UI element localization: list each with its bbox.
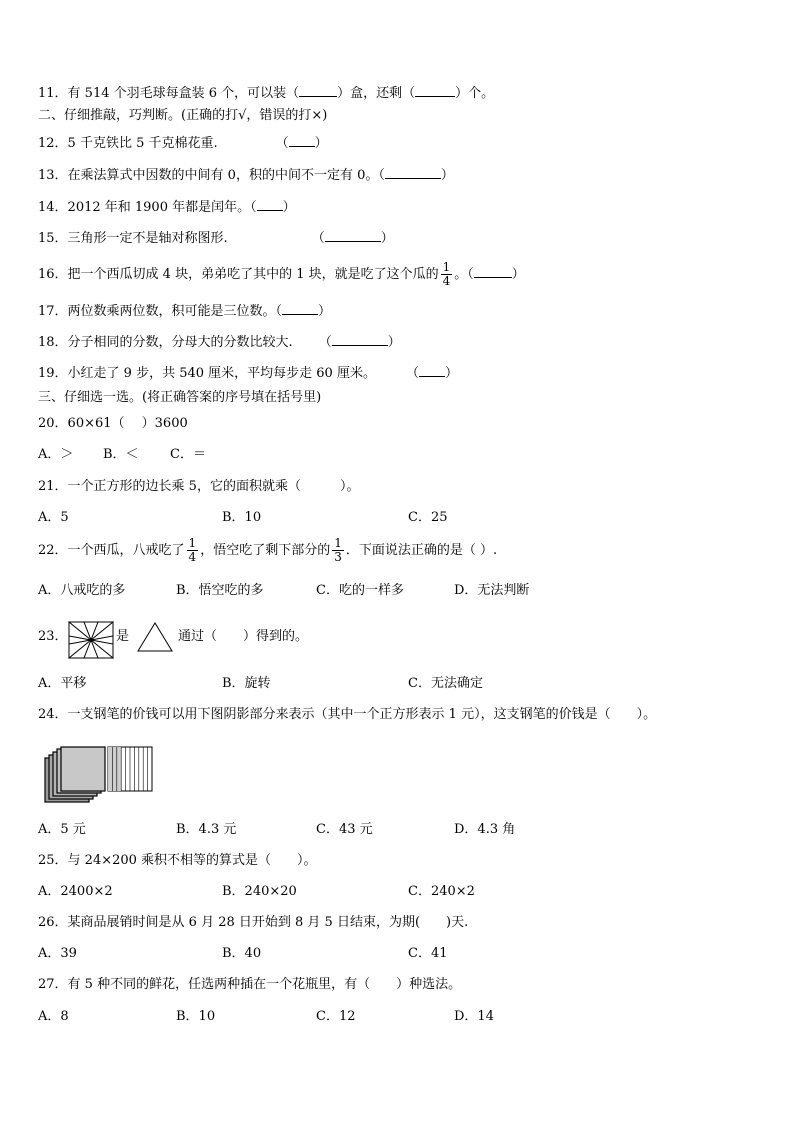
question-25: 25．与 24×200 乘积不相等的算式是（ ）。 xyxy=(38,853,317,868)
option-c[interactable]: C．无法确定 xyxy=(408,676,483,691)
option-a[interactable]: A．2400×2 xyxy=(38,884,113,899)
option-c[interactable]: C．＝ xyxy=(170,447,206,462)
fraction: $\frac{1}{4}$ xyxy=(442,260,451,288)
option-c[interactable]: C．吃的一样多 xyxy=(316,583,404,598)
question-26: 26．某商品展销时间是从 6 月 28 日开始到 8 月 5 日结束，为期( )天. xyxy=(38,915,469,930)
question-24: 24．一支钢笔的价钱可以用下图阴影部分来表示（其中一个正方形表示 1 元），这支钢笔的价钱是（ ）。 xyxy=(38,707,657,722)
option-b[interactable]: B．40 xyxy=(222,946,262,961)
option-c[interactable]: C．12 xyxy=(316,1009,356,1024)
option-a[interactable]: A．5 xyxy=(38,510,69,525)
answer-blank[interactable] xyxy=(257,198,283,211)
option-c[interactable]: C．25 xyxy=(408,510,448,525)
option-b[interactable]: B．240×20 xyxy=(222,884,297,899)
price-squares-figure xyxy=(44,746,174,806)
question-18: 18．分子相同的分数，分母大的分数比较大. （ ） xyxy=(38,335,401,350)
answer-blank[interactable] xyxy=(415,84,455,97)
answer-blank[interactable] xyxy=(299,84,337,97)
answer-blank[interactable] xyxy=(474,265,512,278)
option-c[interactable]: C．240×2 xyxy=(408,884,475,899)
question-20: 20．60×61（ ）3600 xyxy=(38,416,188,431)
option-b[interactable]: B．10 xyxy=(176,1009,216,1024)
pinwheel-figure xyxy=(68,621,114,659)
question-12: 12．5 千克铁比 5 千克棉花重. （ ） xyxy=(38,136,328,151)
option-a[interactable]: A．39 xyxy=(38,946,77,961)
option-c[interactable]: C．41 xyxy=(408,946,448,961)
question-17: 17．两位数乘两位数，积可能是三位数。（ ） xyxy=(38,304,332,319)
answer-blank[interactable] xyxy=(325,229,381,242)
option-a[interactable]: A．八戒吃的多 xyxy=(38,583,126,598)
question-23-number: 23． xyxy=(38,629,68,644)
answer-blank[interactable] xyxy=(419,364,445,377)
section-2-heading: 二、仔细推敲，巧判断。(正确的打√，错误的打×) xyxy=(38,108,328,123)
option-b[interactable]: B．旋转 xyxy=(222,676,271,691)
answer-blank[interactable] xyxy=(385,166,441,179)
question-15: 15．三角形一定不是轴对称图形. （ ） xyxy=(38,231,394,246)
option-b[interactable]: B．4.3 元 xyxy=(176,822,237,837)
question-23-text-shi: 是 xyxy=(116,629,130,644)
question-27: 27．有 5 种不同的鲜花，任选两种插在一个花瓶里，有（ ）种选法。 xyxy=(38,977,462,992)
option-c[interactable]: C．43 元 xyxy=(316,822,373,837)
option-b[interactable]: B．10 xyxy=(222,510,262,525)
question-16: 16．把一个西瓜切成 4 块，弟弟吃了其中的 1 块，就是吃了这个瓜的 $\frac{1}{4}$ 。（ ） xyxy=(38,260,525,288)
question-19: 19．小红走了 9 步，共 540 厘米，平均每步走 60 厘米。 （ ） xyxy=(38,366,458,381)
option-d[interactable]: D．4.3 角 xyxy=(454,822,516,837)
answer-blank[interactable] xyxy=(282,302,318,315)
option-b[interactable]: B．＜ xyxy=(103,447,139,462)
option-a[interactable]: A．5 元 xyxy=(38,822,86,837)
answer-blank[interactable] xyxy=(289,134,315,147)
fraction: $\frac{1}{4}$ xyxy=(188,536,197,564)
option-d[interactable]: D．无法判断 xyxy=(454,583,530,598)
option-a[interactable]: A．＞ xyxy=(38,447,74,462)
question-13: 13．在乘法算式中因数的中间有 0，积的中间不一定有 0。（ ） xyxy=(38,168,454,183)
question-11: 11．有 514 个羽毛球每盒装 6 个，可以装（ ）盒，还剩（ ）个。 xyxy=(38,86,495,101)
option-a[interactable]: A．8 xyxy=(38,1009,69,1024)
question-14: 14．2012 年和 1900 年都是闰年。（ ） xyxy=(38,200,296,215)
option-a[interactable]: A．平移 xyxy=(38,676,87,691)
fraction: $\frac{1}{3}$ xyxy=(334,536,342,564)
option-b[interactable]: B．悟空吃的多 xyxy=(176,583,264,598)
triangle-figure xyxy=(136,621,174,653)
question-21: 21．一个正方形的边长乘 5，它的面积就乘（ ）。 xyxy=(38,479,360,494)
section-3-heading: 三、仔细选一选。(将正确答案的序号填在括号里) xyxy=(38,390,322,405)
question-23-text: 通过（ ）得到的。 xyxy=(178,629,309,644)
question-22: 22．一个西瓜，八戒吃了 $\frac{1}{4}$ ，悟空吃了剩下部分的 $\frac{1}{3}$ ．下面说法正确的是（ ）. xyxy=(38,536,498,564)
answer-blank[interactable] xyxy=(332,333,388,346)
option-d[interactable]: D．14 xyxy=(454,1009,494,1024)
